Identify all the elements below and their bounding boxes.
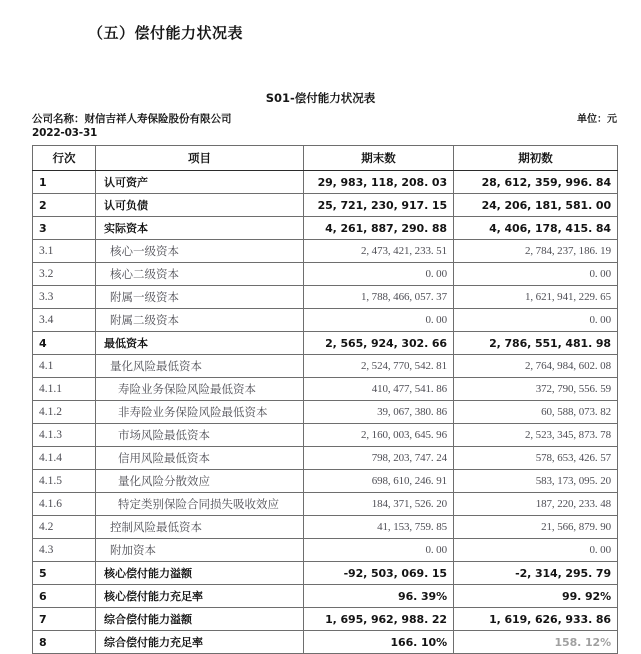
cell-begin-period-value: 4, 406, 178, 415. 84 (454, 217, 618, 240)
report-date-label: 2022-03-31 (32, 127, 98, 139)
cell-item-name: 寿险业务保险风险最低资本 (96, 378, 304, 401)
cell-begin-period-value: 60, 588, 073. 82 (454, 401, 618, 424)
cell-item-name: 信用风险最低资本 (96, 447, 304, 470)
cell-begin-period-value: 0. 00 (454, 309, 618, 332)
table-row (33, 493, 618, 516)
report-meta-block (32, 110, 617, 139)
cell-row-index: 3.2 (33, 263, 96, 286)
cell-item-name: 核心二级资本 (96, 263, 304, 286)
cell-begin-period-value: 99. 92% (454, 585, 618, 608)
table-caption: S01-偿付能力状况表 (265, 91, 376, 105)
table-row (33, 470, 618, 493)
column-header-index: 行次 (33, 146, 96, 171)
cell-row-index: 4.2 (33, 516, 96, 539)
table-row (33, 516, 618, 539)
table-row (33, 240, 618, 263)
cell-item-name: 核心一级资本 (96, 240, 304, 263)
cell-item-name: 实际资本 (96, 217, 304, 240)
cell-begin-period-value: 2, 523, 345, 873. 78 (454, 424, 618, 447)
column-header-end-period: 期末数 (304, 146, 454, 171)
cell-row-index: 3 (33, 217, 96, 240)
cell-end-period-value: 798, 203, 747. 24 (304, 447, 454, 470)
cell-row-index: 4.1.3 (33, 424, 96, 447)
cell-row-index: 8 (33, 631, 96, 654)
cell-item-name: 量化风险分散效应 (96, 470, 304, 493)
cell-end-period-value: 166. 10% (304, 631, 454, 654)
cell-item-name: 认可资产 (96, 171, 304, 194)
cell-row-index: 5 (33, 562, 96, 585)
solvency-status-table (32, 145, 618, 654)
cell-row-index: 4.1 (33, 355, 96, 378)
table-row (33, 585, 618, 608)
cell-begin-period-value: -2, 314, 295. 79 (454, 562, 618, 585)
cell-row-index: 3.1 (33, 240, 96, 263)
cell-end-period-value: 96. 39% (304, 585, 454, 608)
table-row (33, 171, 618, 194)
table-row (33, 424, 618, 447)
cell-end-period-value: 25, 721, 230, 917. 15 (304, 194, 454, 217)
cell-item-name: 非寿险业务保险风险最低资本 (96, 401, 304, 424)
cell-begin-period-value: 187, 220, 233. 48 (454, 493, 618, 516)
cell-item-name: 附加资本 (96, 539, 304, 562)
cell-end-period-value: 41, 153, 759. 85 (304, 516, 454, 539)
cell-begin-period-value: 372, 790, 556. 59 (454, 378, 618, 401)
cell-row-index: 4.3 (33, 539, 96, 562)
cell-end-period-value: 1, 695, 962, 988. 22 (304, 608, 454, 631)
page-section-heading: （五）偿付能力状况表 (88, 24, 244, 42)
cell-begin-period-value: 24, 206, 181, 581. 00 (454, 194, 618, 217)
cell-end-period-value: -92, 503, 069. 15 (304, 562, 454, 585)
cell-item-name: 附属一级资本 (96, 286, 304, 309)
cell-begin-period-value: 0. 00 (454, 263, 618, 286)
table-row (33, 286, 618, 309)
cell-item-name: 特定类别保险合同损失吸收效应 (96, 493, 304, 516)
table-row (33, 217, 618, 240)
cell-item-name: 综合偿付能力溢额 (96, 608, 304, 631)
cell-end-period-value: 0. 00 (304, 539, 454, 562)
cell-begin-period-value: 28, 612, 359, 996. 84 (454, 171, 618, 194)
cell-row-index: 4.1.6 (33, 493, 96, 516)
table-row (33, 355, 618, 378)
cell-end-period-value: 0. 00 (304, 263, 454, 286)
unit-label: 单位：元 (577, 114, 617, 125)
cell-row-index: 6 (33, 585, 96, 608)
cell-item-name: 量化风险最低资本 (96, 355, 304, 378)
cell-item-name: 最低资本 (96, 332, 304, 355)
table-row (33, 332, 618, 355)
cell-row-index: 3.4 (33, 309, 96, 332)
cell-row-index: 4.1.1 (33, 378, 96, 401)
cell-end-period-value: 0. 00 (304, 309, 454, 332)
cell-row-index: 4 (33, 332, 96, 355)
cell-end-period-value: 39, 067, 380. 86 (304, 401, 454, 424)
cell-begin-period-value: 21, 566, 879. 90 (454, 516, 618, 539)
report-meta-line (32, 110, 617, 126)
cell-end-period-value: 4, 261, 887, 290. 88 (304, 217, 454, 240)
cell-item-name: 综合偿付能力充足率 (96, 631, 304, 654)
cell-row-index: 7 (33, 608, 96, 631)
cell-item-name: 控制风险最低资本 (96, 516, 304, 539)
cell-begin-period-value: 0. 00 (454, 539, 618, 562)
cell-end-period-value: 2, 473, 421, 233. 51 (304, 240, 454, 263)
cell-begin-period-value: 578, 653, 426. 57 (454, 447, 618, 470)
cell-row-index: 4.1.4 (33, 447, 96, 470)
cell-begin-period-value: 1, 619, 626, 933. 86 (454, 608, 618, 631)
cell-begin-period-value: 1, 621, 941, 229. 65 (454, 286, 618, 309)
table-row (33, 309, 618, 332)
cell-end-period-value: 698, 610, 246. 91 (304, 470, 454, 493)
cell-end-period-value: 2, 524, 770, 542. 81 (304, 355, 454, 378)
cell-row-index: 4.1.5 (33, 470, 96, 493)
table-row (33, 539, 618, 562)
cell-begin-period-value: 2, 764, 984, 602. 08 (454, 355, 618, 378)
cell-item-name: 附属二级资本 (96, 309, 304, 332)
column-header-begin-period: 期初数 (454, 146, 618, 171)
cell-begin-period-value: 158. 12% (454, 631, 618, 654)
table-row (33, 194, 618, 217)
cell-end-period-value: 29, 983, 118, 208. 03 (304, 171, 454, 194)
cell-begin-period-value: 2, 784, 237, 186. 19 (454, 240, 618, 263)
table-row (33, 562, 618, 585)
cell-end-period-value: 410, 477, 541. 86 (304, 378, 454, 401)
company-name-label: 公司名称：财信吉祥人寿保险股份有限公司 (32, 113, 232, 125)
solvency-table-container (32, 145, 617, 654)
cell-end-period-value: 1, 788, 466, 057. 37 (304, 286, 454, 309)
cell-end-period-value: 2, 160, 003, 645. 96 (304, 424, 454, 447)
cell-row-index: 1 (33, 171, 96, 194)
cell-item-name: 核心偿付能力充足率 (96, 585, 304, 608)
cell-begin-period-value: 583, 173, 095. 20 (454, 470, 618, 493)
cell-end-period-value: 184, 371, 526. 20 (304, 493, 454, 516)
column-header-item: 项目 (96, 146, 304, 171)
table-body (33, 171, 618, 654)
table-row (33, 401, 618, 424)
cell-item-name: 市场风险最低资本 (96, 424, 304, 447)
cell-row-index: 3.3 (33, 286, 96, 309)
cell-item-name: 认可负债 (96, 194, 304, 217)
cell-end-period-value: 2, 565, 924, 302. 66 (304, 332, 454, 355)
cell-row-index: 2 (33, 194, 96, 217)
table-row (33, 447, 618, 470)
table-row (33, 378, 618, 401)
cell-row-index: 4.1.2 (33, 401, 96, 424)
cell-begin-period-value: 2, 786, 551, 481. 98 (454, 332, 618, 355)
table-row (33, 608, 618, 631)
table-header-row (33, 146, 618, 171)
cell-item-name: 核心偿付能力溢额 (96, 562, 304, 585)
table-row (33, 263, 618, 286)
